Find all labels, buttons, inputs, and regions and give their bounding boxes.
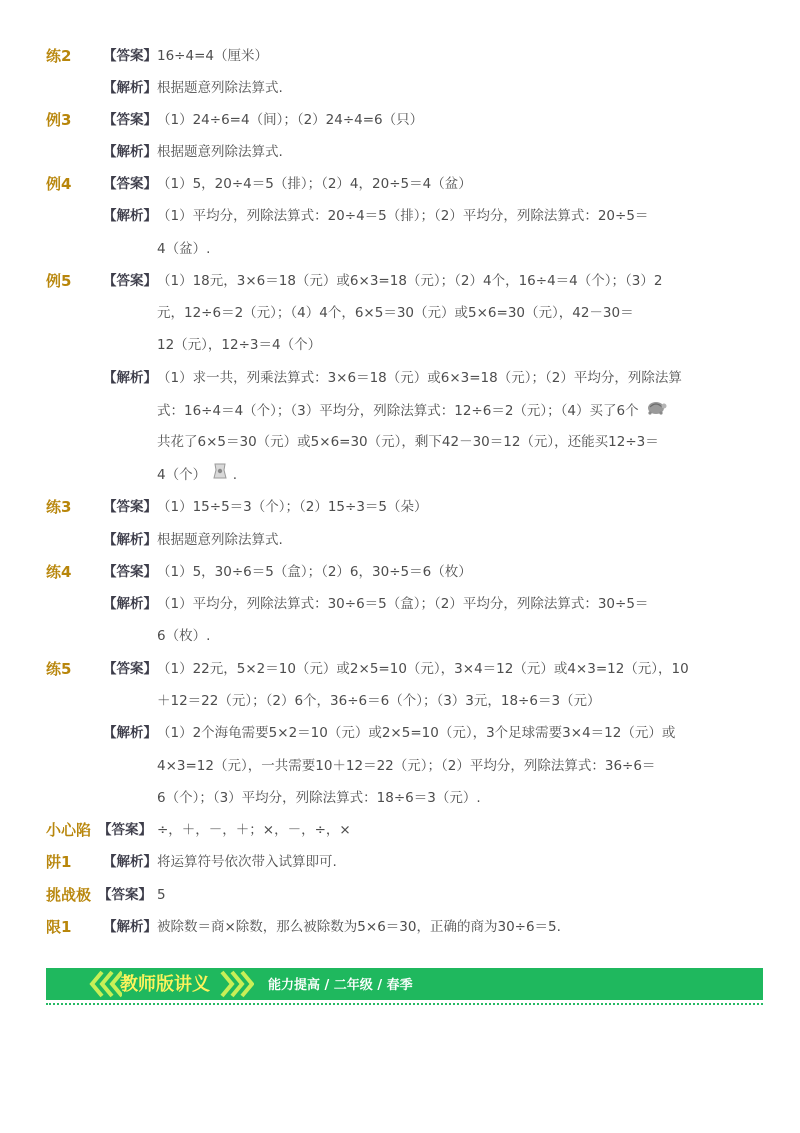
answer-text: ÷，＋，－，＋；×，－，÷，× bbox=[157, 822, 351, 838]
answer-line-8 bbox=[0, 269, 800, 293]
continuation-text: 共花了6×5＝30（元）或5×6=30（元），剩下42－30＝12（元），还能买12÷3＝ bbox=[157, 434, 659, 450]
continuation-line-21 bbox=[0, 689, 800, 713]
continuation-text: 元，12÷6＝2（元）；（4）4个，6×5＝30（元）或5×6=30（元），42－30＝ bbox=[157, 305, 634, 321]
analysis-text: 根据题意列除法算式. bbox=[157, 144, 283, 160]
continuation-line-10 bbox=[0, 333, 800, 357]
continuation-line-7 bbox=[0, 237, 800, 261]
analysis-line-26 bbox=[0, 850, 800, 874]
chevron-left-icon bbox=[88, 970, 122, 1004]
answer-line-17 bbox=[0, 560, 800, 584]
continuation-text: 4×3=12（元），一共需要10＋12＝22（元）；（2）平均分，列除法算式：36÷6＝ bbox=[157, 758, 656, 774]
answer-label: 【答案】 bbox=[103, 273, 157, 289]
continuation-line-19 bbox=[0, 624, 800, 648]
turtle-icon bbox=[645, 398, 667, 424]
problem-tag: 阱1 bbox=[46, 853, 72, 871]
analysis-line-22 bbox=[0, 721, 800, 745]
answer-line-25 bbox=[0, 818, 800, 842]
problem-tag: 例5 bbox=[46, 272, 72, 290]
continuation-line-14 bbox=[0, 462, 800, 486]
answer-label: 【答案】 bbox=[103, 564, 157, 580]
answer-label: 【答案】 bbox=[103, 499, 157, 515]
continuation-text bbox=[157, 398, 667, 424]
chevron-right-icon bbox=[220, 970, 254, 1004]
problem-tag: 小心陷 bbox=[46, 821, 92, 839]
footer-subtitle: 能力提高 / 二年级 / 春季 bbox=[268, 978, 413, 993]
analysis-text: （1）平均分，列除法算式：30÷6＝5（盒）；（2）平均分，列除法算式：30÷5＝ bbox=[157, 596, 649, 612]
football-icon bbox=[212, 462, 228, 488]
problem-tag: 限1 bbox=[46, 918, 72, 936]
continuation-line-23 bbox=[0, 754, 800, 778]
continuation-text: 12（元），12÷3＝4（个） bbox=[157, 337, 322, 353]
analysis-line-28 bbox=[0, 915, 800, 939]
analysis-label: 【解析】 bbox=[103, 80, 157, 96]
analysis-text: 根据题意列除法算式. bbox=[157, 80, 283, 96]
footer-dotted-divider bbox=[46, 1003, 763, 1005]
answer-label: 【答案】 bbox=[98, 887, 152, 903]
analysis-label: 【解析】 bbox=[103, 370, 157, 386]
continuation-text: 6（个）；（3）平均分，列除法算式：18÷6＝3（元）. bbox=[157, 790, 481, 806]
continuation-line-13 bbox=[0, 430, 800, 454]
analysis-line-11 bbox=[0, 366, 800, 390]
problem-tag: 练3 bbox=[46, 498, 72, 516]
analysis-line-6 bbox=[0, 204, 800, 228]
continuation-line-9 bbox=[0, 301, 800, 325]
answer-line-5 bbox=[0, 172, 800, 196]
continuation-text-part: 式：16÷4＝4（个）；（3）平均分，列除法算式：12÷6＝2（元）；（4）买了6个 bbox=[157, 403, 639, 419]
analysis-text: （1）2个海龟需要5×2＝10（元）或2×5=10（元），3个足球需要3×4＝12（元）或 bbox=[157, 725, 676, 741]
answer-text: （1）24÷6=4（间）；（2）24÷4=6（只） bbox=[157, 112, 424, 128]
answer-line-1 bbox=[0, 44, 800, 68]
analysis-line-16 bbox=[0, 528, 800, 552]
answer-label: 【答案】 bbox=[103, 176, 157, 192]
continuation-text-part: 4（个） bbox=[157, 467, 207, 483]
analysis-text: 将运算符号依次带入试算即可. bbox=[157, 854, 337, 870]
answer-line-3 bbox=[0, 108, 800, 132]
analysis-text: 根据题意列除法算式. bbox=[157, 532, 283, 548]
continuation-text: 4（盆）. bbox=[157, 241, 211, 257]
problem-tag: 例3 bbox=[46, 111, 72, 129]
analysis-line-18 bbox=[0, 592, 800, 616]
problem-tag: 例4 bbox=[46, 175, 72, 193]
answer-text: 5 bbox=[157, 887, 166, 903]
problem-tag: 挑战极 bbox=[46, 886, 92, 904]
continuation-text: 6（枚）. bbox=[157, 628, 211, 644]
problem-tag: 练5 bbox=[46, 660, 72, 678]
continuation-text bbox=[157, 462, 237, 488]
analysis-text: （1）求一共，列乘法算式：3×6＝18（元）或6×3=18（元）；（2）平均分，列除法算 bbox=[157, 370, 682, 386]
footer-title: 教师版讲义 bbox=[120, 974, 210, 995]
answer-line-27 bbox=[0, 883, 800, 907]
problem-tag: 练2 bbox=[46, 47, 72, 65]
analysis-text: （1）平均分，列除法算式：20÷4＝5（排）；（2）平均分，列除法算式：20÷5＝ bbox=[157, 208, 649, 224]
analysis-label: 【解析】 bbox=[103, 854, 157, 870]
analysis-label: 【解析】 bbox=[103, 725, 157, 741]
answer-label: 【答案】 bbox=[103, 112, 157, 128]
analysis-label: 【解析】 bbox=[103, 532, 157, 548]
analysis-line-4 bbox=[0, 140, 800, 164]
analysis-label: 【解析】 bbox=[103, 144, 157, 160]
answer-text: 16÷4=4（厘米） bbox=[157, 48, 268, 64]
analysis-text: 被除数＝商×除数，那么被除数为5×6＝30，正确的商为30÷6＝5. bbox=[157, 919, 561, 935]
analysis-line-2 bbox=[0, 76, 800, 100]
analysis-label: 【解析】 bbox=[103, 208, 157, 224]
answer-text: （1）15÷5＝3（个）；（2）15÷3＝5（朵） bbox=[157, 499, 428, 515]
problem-tag: 练4 bbox=[46, 563, 72, 581]
answer-label: 【答案】 bbox=[98, 822, 152, 838]
continuation-text: ＋12＝22（元）；（2）6个，36÷6＝6（个）；（3）3元，18÷6＝3（元） bbox=[157, 693, 601, 709]
answer-text: （1）18元，3×6＝18（元）或6×3=18（元）；（2）4个，16÷4＝4（个）；（3）2 bbox=[157, 273, 663, 289]
answer-text: （1）5，20÷4＝5（排）；（2）4，20÷5＝4（盆） bbox=[157, 176, 472, 192]
continuation-text-tail: . bbox=[232, 467, 237, 483]
answer-line-15 bbox=[0, 495, 800, 519]
answer-text: （1）5，30÷6＝5（盒）；（2）6，30÷5＝6（枚） bbox=[157, 564, 472, 580]
answer-label: 【答案】 bbox=[103, 661, 157, 677]
answer-label: 【答案】 bbox=[103, 48, 157, 64]
analysis-label: 【解析】 bbox=[103, 596, 157, 612]
continuation-line-12 bbox=[0, 398, 800, 422]
answer-text: （1）22元，5×2＝10（元）或2×5=10（元），3×4＝12（元）或4×3=12（元），10 bbox=[157, 661, 689, 677]
answer-line-20 bbox=[0, 657, 800, 681]
analysis-label: 【解析】 bbox=[103, 919, 157, 935]
continuation-line-24 bbox=[0, 786, 800, 810]
